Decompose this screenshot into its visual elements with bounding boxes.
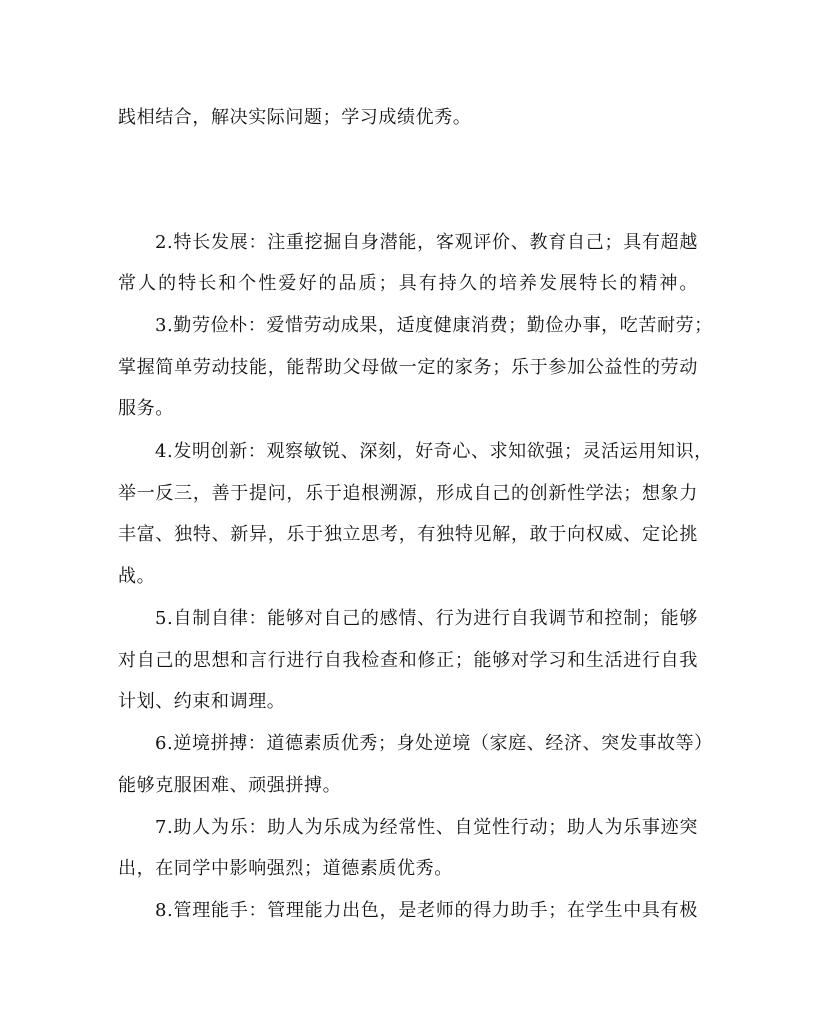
text-line: 举一反三，善于提问，乐于追根溯源，形成自己的创新性学法；想象力: [118, 483, 698, 504]
text-line: 能够克服困难、顽强拼搏。: [118, 775, 342, 796]
text-line: 丰富、独特、新异，乐于独立思考，有独特见解，敢于向权威、定论挑: [118, 524, 698, 545]
text-line: 践相结合，解决实际问题；学习成绩优秀。: [118, 107, 472, 128]
text-line: 常人的特长和个性爱好的品质；具有持久的培养发展特长的精神。: [118, 273, 698, 294]
text-line: 计划、约束和调理。: [118, 691, 286, 712]
text-line: 8.管理能手：管理能力出色，是老师的得力助手；在学生中具有极: [155, 900, 698, 921]
text-line: 服务。: [118, 398, 174, 419]
text-line: 3.勤劳俭朴：爱惜劳动成果，适度健康消费；勤俭办事，吃苦耐劳；: [155, 315, 713, 336]
text-line: 战。: [118, 566, 156, 587]
text-line: 掌握简单劳动技能，能帮助父母做一定的家务；乐于参加公益性的劳动: [118, 357, 698, 378]
text-line: 4.发明创新：观察敏锐、深刻，好奇心、求知欲强；灵活运用知识，: [155, 441, 713, 462]
text-line: 6.逆境拼搏：道德素质优秀；身处逆境（家庭、经济、突发事故等）: [155, 733, 713, 754]
text-line: 5.自制自律：能够对自己的感情、行为进行自我调节和控制；能够: [155, 608, 698, 629]
text-line: 对自己的思想和言行进行自我检查和修正；能够对学习和生活进行自我: [118, 650, 698, 671]
text-line: 出，在同学中影响强烈；道德素质优秀。: [118, 858, 453, 879]
text-line: 7.助人为乐：助人为乐成为经常性、自觉性行动；助人为乐事迹突: [155, 817, 698, 838]
text-line: 2.特长发展：注重挖掘自身潜能，客观评价、教育自己；具有超越: [155, 232, 698, 253]
